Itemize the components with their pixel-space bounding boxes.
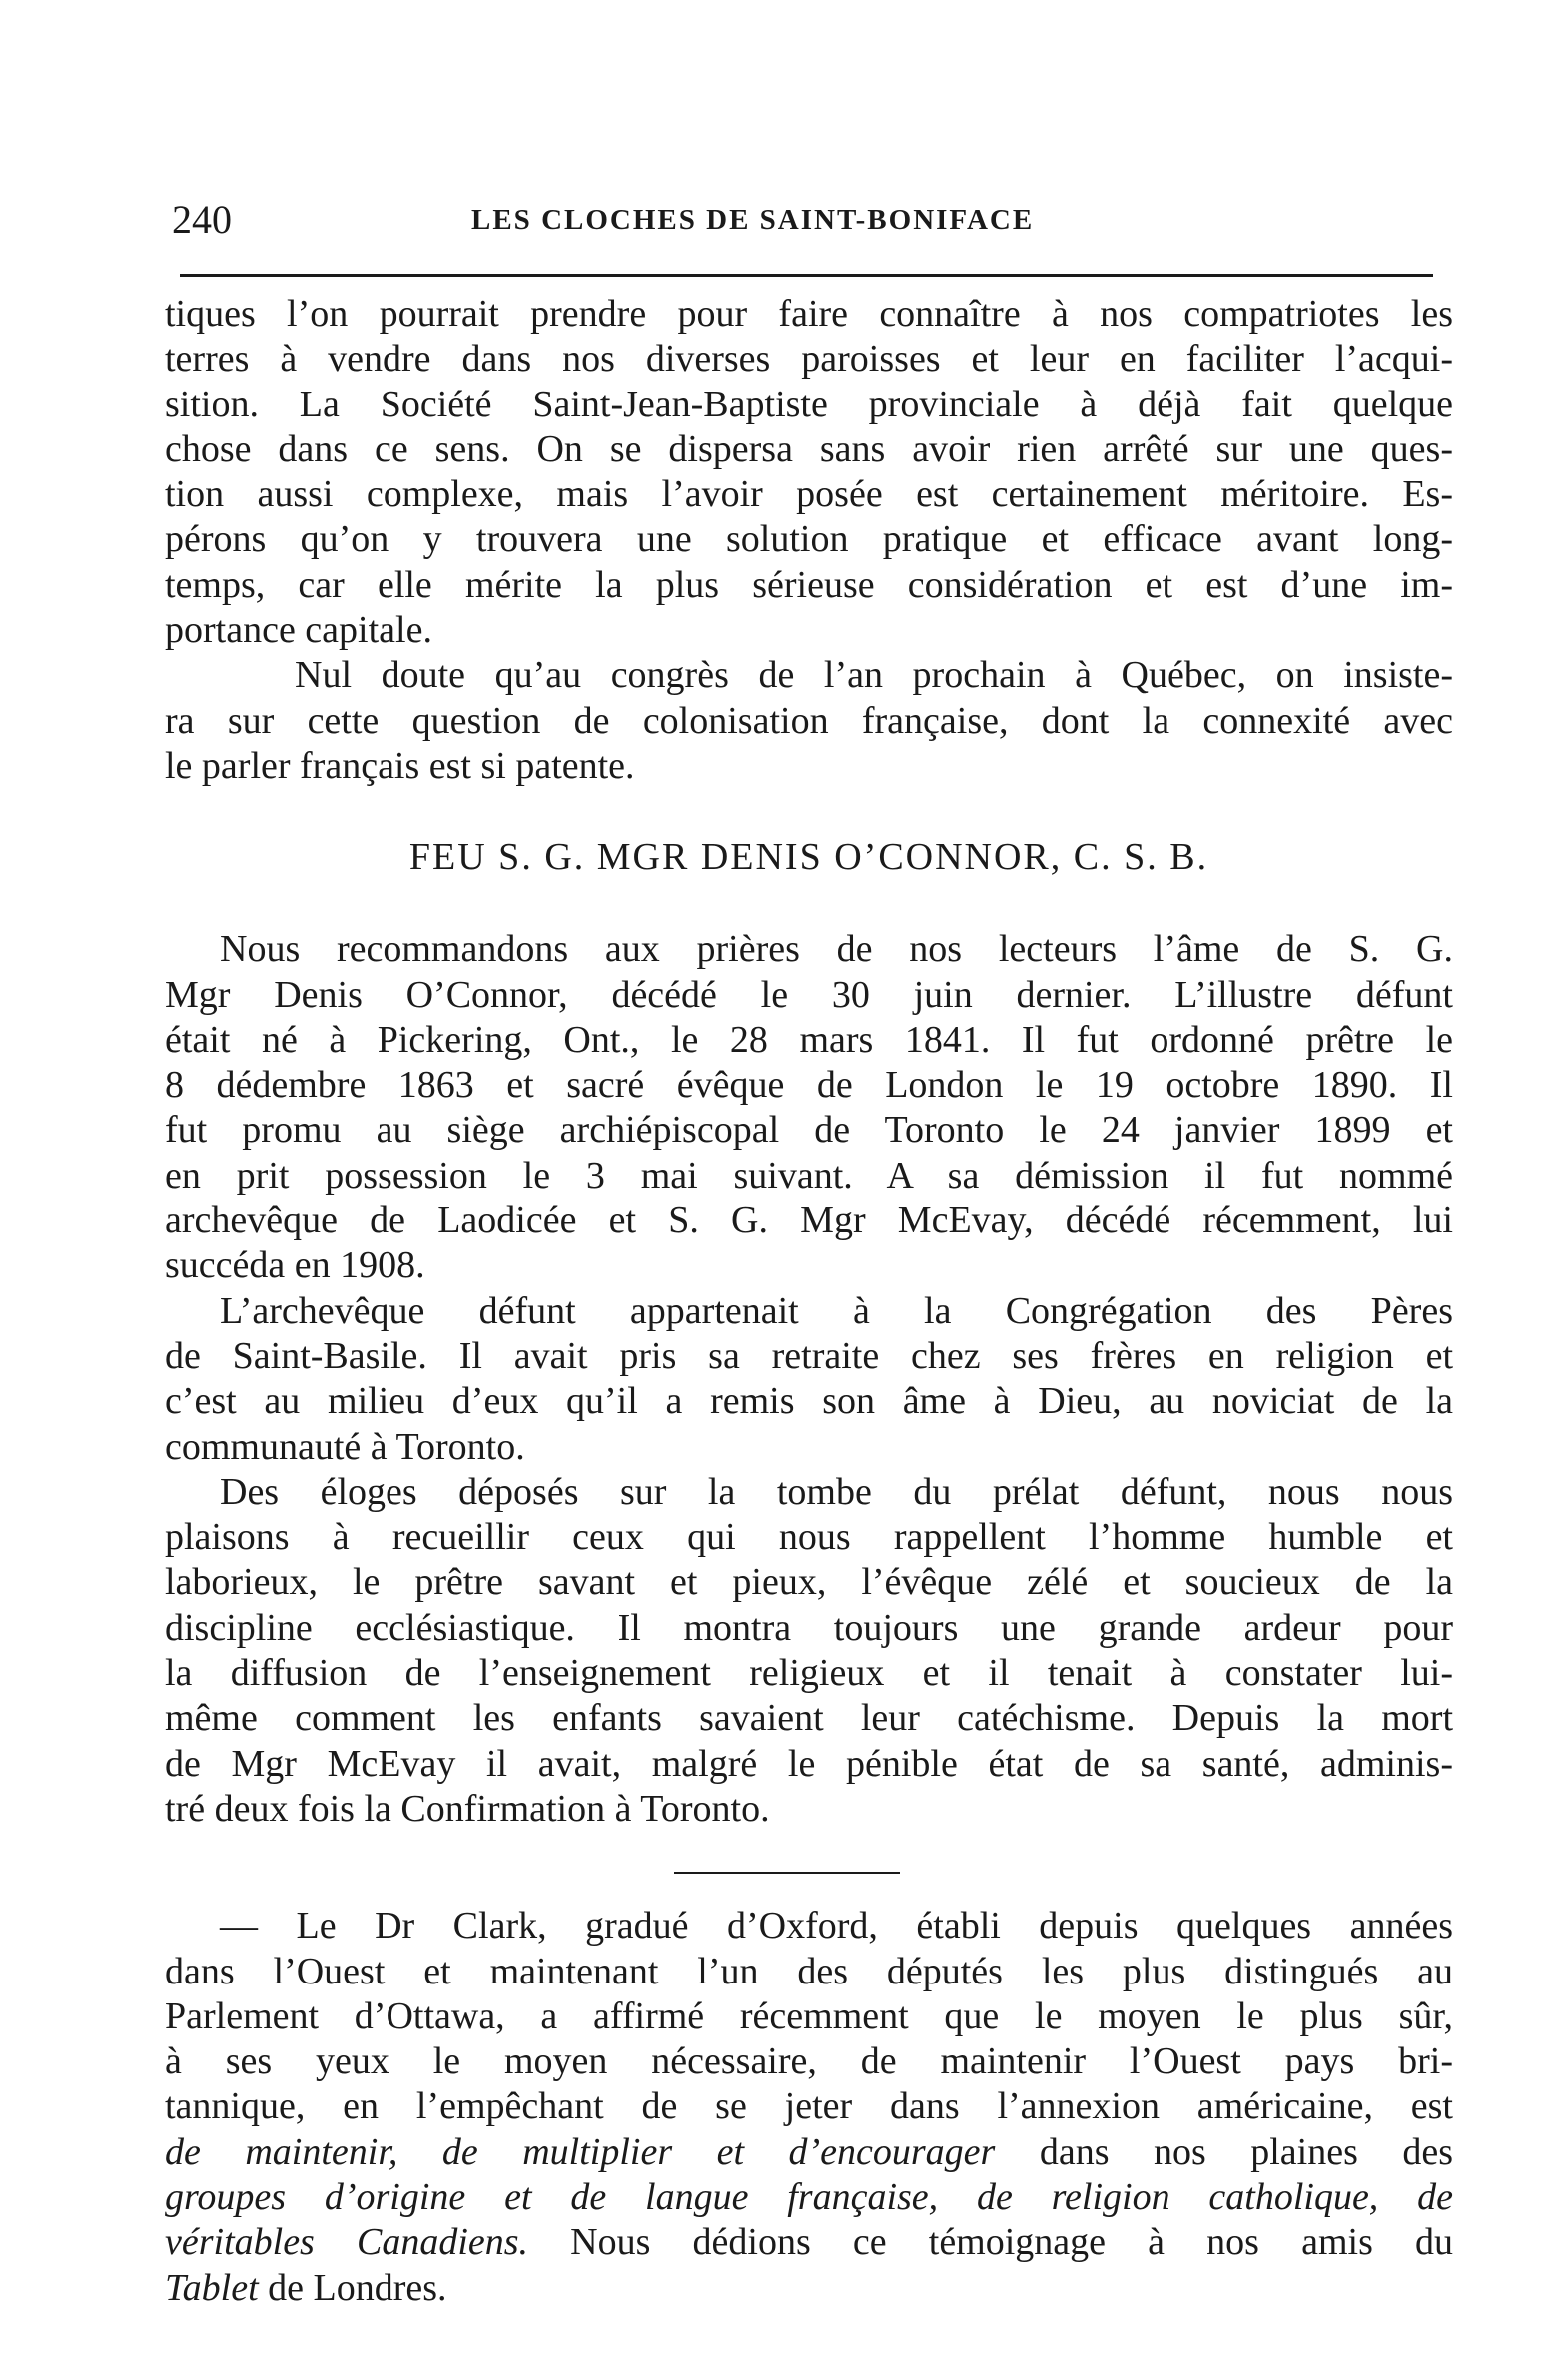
- text-line: chose dans ce sens. On se dispersa sans avoir rien arrêté sur une ques-: [165, 427, 1453, 470]
- text-line: de maintenir, de multiplier et d’encourager dans nos plaines des: [165, 2130, 1453, 2173]
- paragraph-6: [165, 1904, 1453, 2311]
- text-line: Des éloges déposés sur la tombe du prélat défunt, nous nous: [220, 1470, 1453, 1513]
- text-line: Nul doute qu’au congrès de l’an prochain à Québec, on insiste-: [295, 654, 1453, 697]
- text-line: dans l’Ouest et maintenant l’un des députés les plus distingués au: [165, 1950, 1453, 1992]
- text-line: — Le Dr Clark, gradué d’Oxford, établi depuis quelques années: [220, 1905, 1453, 1948]
- text-line: Parlement d’Ottawa, a affirmé récemment que le moyen le plus sûr,: [165, 1994, 1453, 2037]
- text-line: temps, car elle mérite la plus sérieuse considération et est d’une im-: [165, 563, 1453, 606]
- paragraph-3: [165, 927, 1453, 1288]
- italic-phrase: véritables Canadiens.: [165, 2221, 529, 2264]
- text-line: archevêque de Laodicée et S. G. Mgr McEvay, décédé récemment, lui: [165, 1199, 1453, 1242]
- page-number: 240: [172, 197, 232, 242]
- body-text: [165, 292, 1453, 2311]
- italic-phrase: groupes d’origine et de langue française, de religion catholique, de: [165, 2175, 1453, 2218]
- text-line: véritables Canadiens. Nous dédions ce témoignage à nos amis du: [165, 2221, 1454, 2264]
- text-line: pérons qu’on y trouvera une solution pratique et efficace avant long-: [165, 518, 1453, 561]
- text-line: fut promu au siège archiépiscopal de Toronto le 24 janvier 1899 et: [165, 1109, 1453, 1152]
- page-header: [172, 190, 1440, 250]
- text-line: portance capitale.: [165, 609, 432, 652]
- header-rule: [180, 274, 1433, 277]
- text-line: même comment les enfants savaient leur catéchisme. Depuis la mort: [165, 1697, 1453, 1740]
- text-line: Nous recommandons aux prières de nos lecteurs l’âme de S. G.: [220, 928, 1453, 971]
- text-line: de Mgr McEvay il avait, malgré le pénible état de sa santé, adminis-: [165, 1742, 1453, 1785]
- text-line: à ses yeux le moyen nécessaire, de maintenir l’Ouest pays bri-: [165, 2040, 1453, 2083]
- text-line: c’est au milieu d’eux qu’il a remis son âme à Dieu, au noviciat de la: [165, 1380, 1453, 1423]
- text-line: en prit possession le 3 mai suivant. A sa démission il fut nommé: [165, 1154, 1453, 1196]
- section-title: FEU S. G. MGR DENIS O’CONNOR, C. S. B.: [408, 836, 1209, 879]
- text-line: la diffusion de l’enseignement religieux et il tenait à constater lui-: [165, 1652, 1453, 1695]
- text-line: était né à Pickering, Ont., le 28 mars 1841. Il fut ordonné prêtre le: [165, 1018, 1453, 1061]
- text-line: 8 dédembre 1863 et sacré évêque de London le 19 octobre 1890. Il: [165, 1064, 1453, 1107]
- paragraph-1: [165, 292, 1453, 653]
- text-line: Tablet de Londres.: [165, 2266, 447, 2309]
- text-line: laborieux, le prêtre savant et pieux, l’évêque zélé et soucieux de la: [165, 1561, 1453, 1604]
- paragraph-2: [165, 653, 1453, 789]
- text-line: terres à vendre dans nos diverses paroisses et leur en faciliter l’acqui-: [165, 338, 1453, 381]
- text-line: ra sur cette question de colonisation française, dont la connexité avec: [165, 699, 1453, 742]
- section-separator: [674, 1872, 900, 1874]
- text-line: tannique, en l’empêchant de se jeter dans l’annexion américaine, est: [165, 2085, 1453, 2128]
- text-line: Mgr Denis O’Connor, décédé le 30 juin dernier. L’illustre défunt: [165, 973, 1453, 1016]
- text-line: communauté à Toronto.: [165, 1425, 525, 1468]
- text-line: tiques l’on pourrait prendre pour faire connaître à nos compatriotes les: [165, 293, 1453, 335]
- text-line: tré deux fois la Confirmation à Toronto.: [165, 1787, 770, 1830]
- text-line: discipline ecclésiastique. Il montra toujours une grande ardeur pour: [165, 1606, 1453, 1649]
- paragraph-4: [165, 1289, 1453, 1470]
- text-line: tion aussi complexe, mais l’avoir posée est certainement méritoire. Es-: [165, 473, 1453, 516]
- text-line: succéda en 1908.: [165, 1244, 425, 1287]
- italic-title: Tablet: [165, 2266, 259, 2309]
- text-line: de Saint-Basile. Il avait pris sa retraite chez ses frères en religion et: [165, 1334, 1453, 1377]
- text-line: sition. La Société Saint-Jean-Baptiste provinciale à déjà fait quelque: [165, 383, 1453, 425]
- text-line: le parler français est si patente.: [165, 744, 635, 787]
- text-line: [165, 2175, 1453, 2220]
- text-line: plaisons à recueillir ceux qui nous rappellent l’homme humble et: [165, 1516, 1453, 1559]
- text-line: L’archevêque défunt appartenait à la Congrégation des Pères: [220, 1289, 1453, 1332]
- italic-phrase: de maintenir, de multiplier et d’encourager: [165, 2130, 996, 2173]
- paragraph-5: [165, 1470, 1453, 1832]
- running-head: LES CLOCHES DE SAINT-BONIFACE: [471, 204, 1035, 236]
